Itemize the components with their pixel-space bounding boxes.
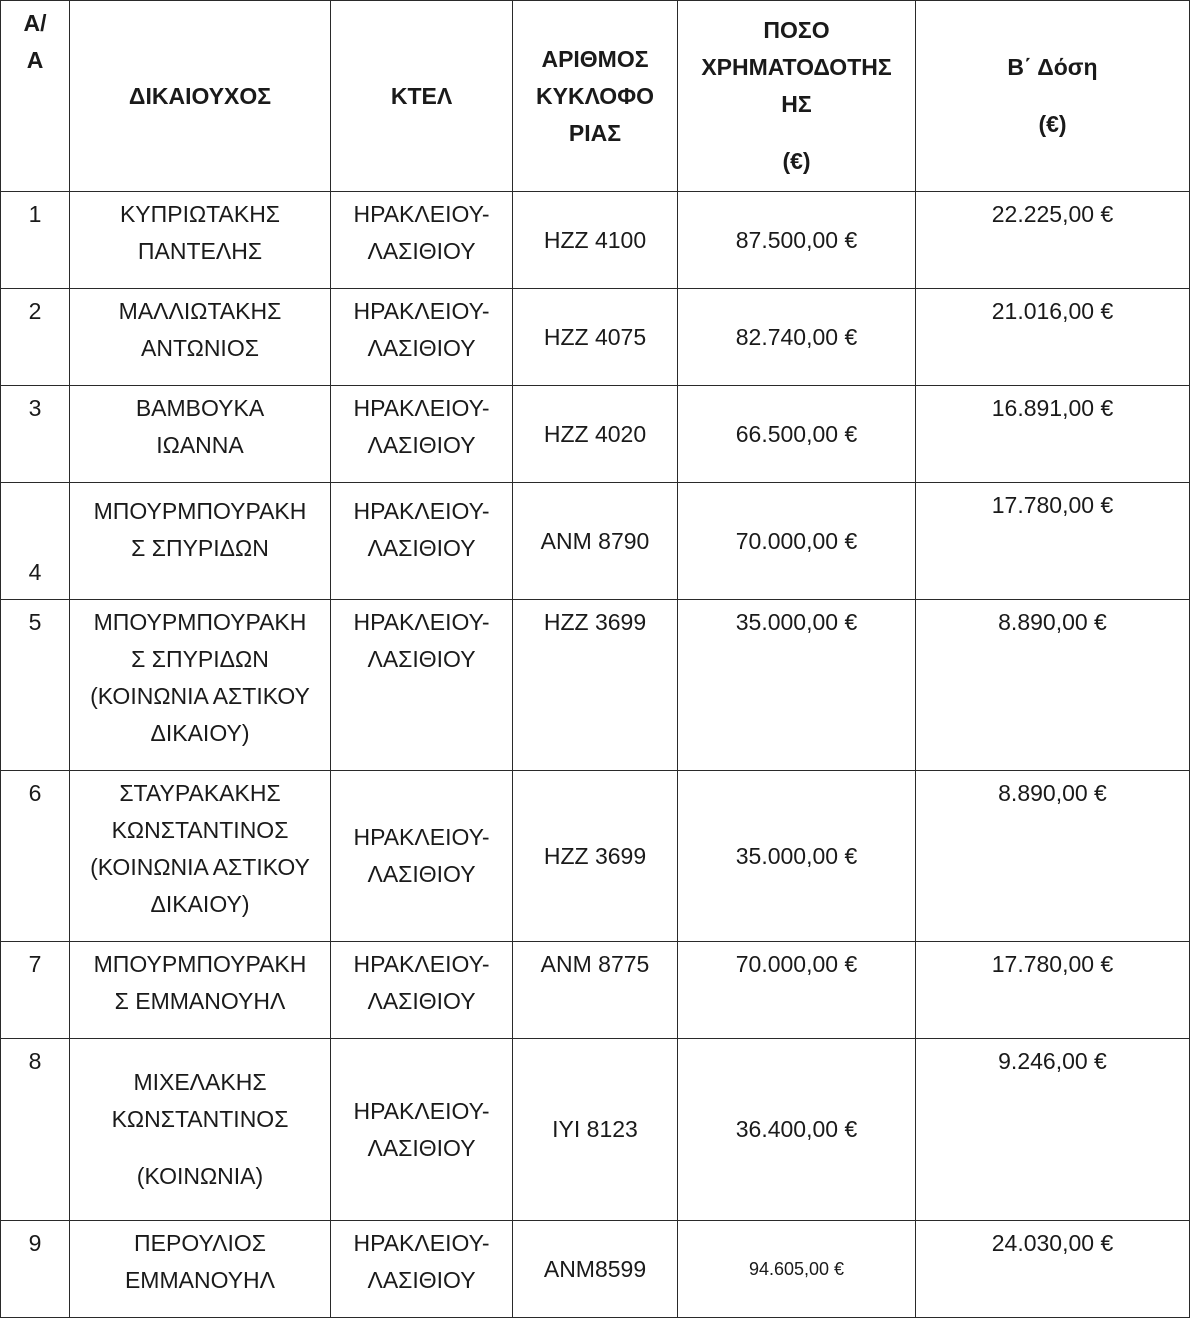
dose-cell: 21.016,00 € [916,289,1190,386]
dose-cell: 16.891,00 € [916,386,1190,483]
header-row [1,1,1190,192]
table-row [1,192,1190,289]
ktel-cell: ΗΡΑΚΛΕΙΟΥ- ΛΑΣΙΘΙΟΥ [331,483,513,600]
table-row [1,483,1190,600]
dose-cell: 17.780,00 € [916,483,1190,600]
table-row [1,289,1190,386]
plate-cell: ΑΝΜ8599 [513,1221,678,1318]
amount-cell: 70.000,00 € [678,942,916,1039]
ktel-cell: ΗΡΑΚΛΕΙΟΥ- ΛΑΣΙΘΙΟΥ [331,771,513,942]
dose-cell: 17.780,00 € [916,942,1190,1039]
beneficiary-cell: ΚΥΠΡΙΩΤΑΚΗΣ ΠΑΝΤΕΛΗΣ [70,192,331,289]
amount-cell: 66.500,00 € [678,386,916,483]
beneficiary-cell: ΒΑΜΒΟΥΚΑ ΙΩΑΝΝΑ [70,386,331,483]
table-row [1,386,1190,483]
beneficiary-cell: ΜΠΟΥΡΜΠΟΥΡΑΚΗ Σ ΣΠΥΡΙΔΩΝ [70,483,331,600]
table-row [1,600,1190,771]
header-ktel: ΚΤΕΛ [331,1,513,192]
beneficiary-cell: ΣΤΑΥΡΑΚΑΚΗΣ ΚΩΝΣΤΑΝΤΙΝΟΣ (ΚΟΙΝΩΝΙΑ ΑΣΤΙΚΟΥ ΔΙΚΑΙΟΥ) [70,771,331,942]
ktel-cell: ΗΡΑΚΛΕΙΟΥ- ΛΑΣΙΘΙΟΥ [331,1221,513,1318]
amount-cell: 35.000,00 € [678,600,916,771]
amount-cell: 94.605,00 € [678,1221,916,1318]
plate-cell: ΑΝΜ 8775 [513,942,678,1039]
dose-cell: 8.890,00 € [916,771,1190,942]
dose-cell: 9.246,00 € [916,1039,1190,1221]
amount-cell: 35.000,00 € [678,771,916,942]
table-row [1,1221,1190,1318]
table-row [1,942,1190,1039]
plate-cell: ΗΖΖ 3699 [513,771,678,942]
row-number: 4 [1,483,70,600]
ktel-cell: ΗΡΑΚΛΕΙΟΥ- ΛΑΣΙΘΙΟΥ [331,1039,513,1221]
plate-cell: ΑΝΜ 8790 [513,483,678,600]
row-number: 6 [1,771,70,942]
header-aa: Α/ Α [1,1,70,192]
plate-cell: ΙΥΙ 8123 [513,1039,678,1221]
ktel-cell: ΗΡΑΚΛΕΙΟΥ- ΛΑΣΙΘΙΟΥ [331,942,513,1039]
table-row [1,1039,1190,1221]
header-second-dose: Β΄ Δόση (€) [916,1,1190,192]
dose-cell: 22.225,00 € [916,192,1190,289]
header-plate: ΑΡΙΘΜΟΣ ΚΥΚΛΟΦΟ ΡΙΑΣ [513,1,678,192]
plate-cell: ΗΖΖ 4020 [513,386,678,483]
header-beneficiary: ΔΙΚΑΙΟΥΧΟΣ [70,1,331,192]
beneficiary-cell: ΠΕΡΟΥΛΙΟΣ ΕΜΜΑΝΟΥΗΛ [70,1221,331,1318]
amount-cell: 82.740,00 € [678,289,916,386]
beneficiary-cell: ΜΠΟΥΡΜΠΟΥΡΑΚΗ Σ ΣΠΥΡΙΔΩΝ (ΚΟΙΝΩΝΙΑ ΑΣΤΙΚΟΥ ΔΙΚΑΙΟΥ) [70,600,331,771]
row-number: 7 [1,942,70,1039]
ktel-cell: ΗΡΑΚΛΕΙΟΥ- ΛΑΣΙΘΙΟΥ [331,192,513,289]
row-number: 9 [1,1221,70,1318]
plate-cell: ΗΖΖ 3699 [513,600,678,771]
ktel-cell: ΗΡΑΚΛΕΙΟΥ- ΛΑΣΙΘΙΟΥ [331,386,513,483]
beneficiary-cell: ΜΠΟΥΡΜΠΟΥΡΑΚΗ Σ ΕΜΜΑΝΟΥΗΛ [70,942,331,1039]
amount-cell: 36.400,00 € [678,1039,916,1221]
row-number: 2 [1,289,70,386]
amount-cell: 70.000,00 € [678,483,916,600]
plate-cell: ΗΖΖ 4100 [513,192,678,289]
plate-cell: ΗΖΖ 4075 [513,289,678,386]
row-number: 3 [1,386,70,483]
amount-cell: 87.500,00 € [678,192,916,289]
dose-cell: 24.030,00 € [916,1221,1190,1318]
beneficiary-cell: ΜΙΧΕΛΑΚΗΣ ΚΩΝΣΤΑΝΤΙΝΟΣ (ΚΟΙΝΩΝΙΑ) [70,1039,331,1221]
table-row [1,771,1190,942]
row-number: 8 [1,1039,70,1221]
row-number: 5 [1,600,70,771]
ktel-cell: ΗΡΑΚΛΕΙΟΥ- ΛΑΣΙΘΙΟΥ [331,600,513,771]
ktel-cell: ΗΡΑΚΛΕΙΟΥ- ΛΑΣΙΘΙΟΥ [331,289,513,386]
header-funding-amount: ΠΟΣΟ ΧΡΗΜΑΤΟΔΟΤΗΣ ΗΣ (€) [678,1,916,192]
dose-cell: 8.890,00 € [916,600,1190,771]
beneficiary-cell: ΜΑΛΛΙΩΤΑΚΗΣ ΑΝΤΩΝΙΟΣ [70,289,331,386]
row-number: 1 [1,192,70,289]
